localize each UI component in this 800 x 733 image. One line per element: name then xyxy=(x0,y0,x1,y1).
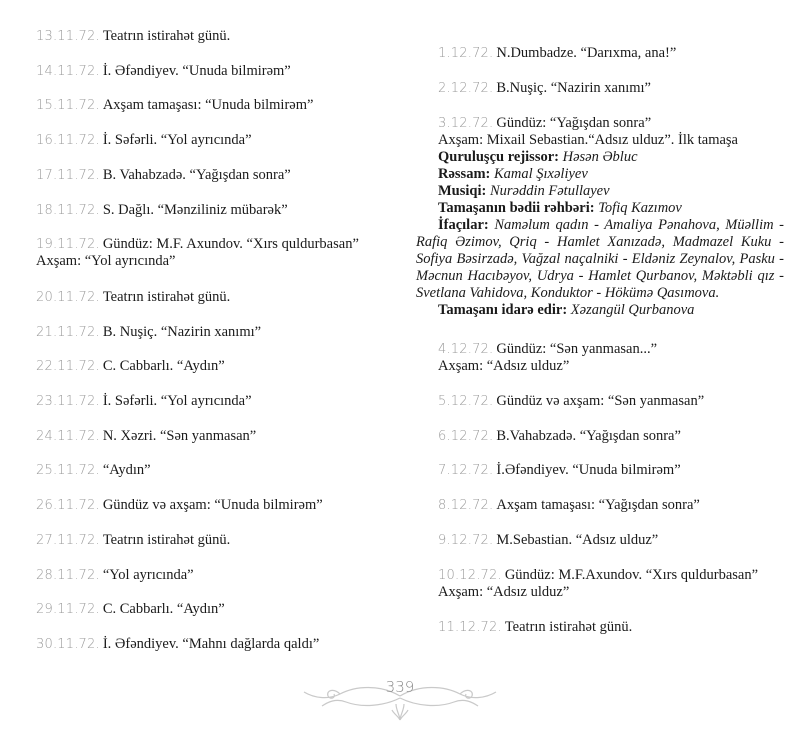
entry-text: N. Xəzri. “Sən yanmasan” xyxy=(102,428,257,444)
entry-text: Teatrın istirahət günü. xyxy=(102,289,231,305)
schedule-entry xyxy=(36,462,386,479)
entry-date: 16.11.72. xyxy=(36,133,100,148)
entry-date: 15.11.72. xyxy=(36,98,100,113)
entry-date: 22.11.72. xyxy=(36,359,100,374)
cast-list-start: Naməlum qadın - Amaliya Pənahova, Müəllim xyxy=(494,217,774,233)
entry-date: 30.11.72. xyxy=(36,637,100,652)
schedule-entry xyxy=(36,236,386,270)
entry-text: N.Dumbadze. “Darıxma, ana!” xyxy=(496,45,677,61)
entry-date: 28.11.72. xyxy=(36,568,100,583)
entry-date: 24.11.72. xyxy=(36,429,100,444)
schedule-entry xyxy=(416,45,784,62)
entry-date: 14.11.72. xyxy=(36,64,100,79)
page-footer xyxy=(300,676,500,724)
entry-text-evening: Axşam: “Yol ayrıcında” xyxy=(36,253,176,269)
entry-date: 9.12.72. xyxy=(438,533,494,548)
cast-label: İfaçılar: xyxy=(438,217,489,233)
entry-text: Gündüz və axşam: “Sən yanmasan” xyxy=(496,393,705,409)
schedule-entry xyxy=(416,393,784,410)
entry-date: 17.11.72. xyxy=(36,168,100,183)
schedule-entry xyxy=(36,202,386,219)
production-credits xyxy=(416,149,784,319)
entry-text: “Aydın” xyxy=(102,462,151,478)
schedule-entry xyxy=(36,567,386,584)
entry-text-evening: Axşam: “Adsız ulduz” xyxy=(438,358,570,374)
entry-date: 18.11.72. xyxy=(36,203,100,218)
entry-date: 6.12.72. xyxy=(438,429,494,444)
manager-label: Tamaşanı idarə edir: xyxy=(438,302,568,318)
schedule-entry xyxy=(36,393,386,410)
entry-text: Gündüz: “Yağışdan sonra” xyxy=(496,115,652,131)
entry-text: İ. Səfərli. “Yol ayrıcında” xyxy=(102,132,252,148)
schedule-entry xyxy=(36,28,386,45)
page-number: 339 xyxy=(385,678,415,696)
entry-text: B. Vahabzadə. “Yağışdan sonra” xyxy=(102,167,291,183)
schedule-entry xyxy=(416,341,784,375)
schedule-entry xyxy=(416,619,784,636)
schedule-entry xyxy=(36,97,386,114)
entry-text: Gündüz: M.F.Axundov. “Xırs quldurbasan” xyxy=(504,567,759,583)
schedule-entry xyxy=(36,358,386,375)
director-label: Quruluşçu rejissor: xyxy=(438,149,559,165)
entry-text-evening: Axşam: Mixail Sebastian.“Adsız ulduz”. İlk tamaşa xyxy=(438,132,738,148)
entry-text: Gündüz: M.F. Axundov. “Xırs quldurbasan” xyxy=(102,236,359,252)
entry-date: 8.12.72. xyxy=(438,498,494,513)
schedule-entry xyxy=(36,636,386,653)
entry-text: Axşam tamaşası: “Yağışdan sonra” xyxy=(496,497,700,513)
schedule-entry xyxy=(36,601,386,618)
schedule-entry xyxy=(416,497,784,514)
entry-text: B.Nuşiç. “Nazirin xanımı” xyxy=(496,80,651,96)
cast-list: - Rafiq Əzimov, Qriq - Hamlet Xanızadə, Madmazel Kuku - Sofiya Bəsirzadə, Vağzal naçalniki - Eldəniz Zeynalov, Pasku - Məcnun Hacıbəyov, Udrya - Hamlet Qurbanov, Məktəbli qız - Svetlana Vahidova, Konduktor - Hökümə Qasımova. xyxy=(416,217,785,301)
schedule-entry xyxy=(36,289,386,306)
art-lead-name: Tofiq Kazımov xyxy=(598,200,682,216)
entry-text: Teatrın istirahət günü. xyxy=(504,619,633,635)
entry-date: 4.12.72. xyxy=(438,342,494,357)
entry-date: 11.12.72. xyxy=(438,620,502,635)
entry-date: 25.11.72. xyxy=(36,463,100,478)
schedule-entry xyxy=(36,132,386,149)
entry-date: 21.11.72. xyxy=(36,325,100,340)
manager-name: Xəzangül Qurbanova xyxy=(570,302,695,318)
schedule-entry xyxy=(416,532,784,549)
entry-date: 19.11.72. xyxy=(36,237,100,252)
entry-text: B. Nuşiç. “Nazirin xanımı” xyxy=(102,324,262,340)
schedule-entry xyxy=(36,63,386,80)
entry-date: 23.11.72. xyxy=(36,394,100,409)
entry-date: 26.11.72. xyxy=(36,498,100,513)
entry-text: C. Cabbarlı. “Aydın” xyxy=(102,601,225,617)
entry-date: 13.11.72. xyxy=(36,29,100,44)
music-label: Musiqi: xyxy=(438,183,487,199)
music-name: Nurəddin Fətullayev xyxy=(489,183,610,199)
entry-text: Gündüz və axşam: “Unuda bilmirəm” xyxy=(102,497,323,513)
entry-date: 7.12.72. xyxy=(438,463,494,478)
entry-text: B.Vahabzadə. “Yağışdan sonra” xyxy=(496,428,681,444)
entry-text: Teatrın istirahət günü. xyxy=(102,532,231,548)
entry-date: 1.12.72. xyxy=(438,46,494,61)
entry-text: İ. Əfəndiyev. “Unuda bilmirəm” xyxy=(102,63,291,79)
schedule-entry xyxy=(416,428,784,445)
entry-date: 10.12.72. xyxy=(438,568,502,583)
schedule-entry xyxy=(416,115,784,149)
entry-text: İ.Əfəndiyev. “Unuda bilmirəm” xyxy=(496,462,681,478)
entry-date: 20.11.72. xyxy=(36,290,100,305)
schedule-entry xyxy=(36,428,386,445)
entry-text: S. Dağlı. “Mənziliniz mübarək” xyxy=(102,202,288,218)
entry-date: 5.12.72. xyxy=(438,394,494,409)
entry-text: İ. Əfəndiyev. “Mahnı dağlarda qaldı” xyxy=(102,636,320,652)
entry-date: 3.12.72. xyxy=(438,116,494,131)
schedule-entry xyxy=(416,462,784,479)
director-name: Həsən Əbluc xyxy=(562,149,638,165)
entry-date: 2.12.72. xyxy=(438,81,494,96)
schedule-entry xyxy=(416,80,784,97)
artist-name: Kamal Şıxəliyev xyxy=(493,166,588,182)
entry-text: “Yol ayrıcında” xyxy=(102,567,194,583)
entry-text: İ. Səfərli. “Yol ayrıcında” xyxy=(102,393,252,409)
schedule-entry xyxy=(36,324,386,341)
schedule-entry xyxy=(36,497,386,514)
schedule-entry xyxy=(36,532,386,549)
entry-text-evening: Axşam: “Adsız ulduz” xyxy=(438,584,570,600)
entry-date: 27.11.72. xyxy=(36,533,100,548)
schedule-entry xyxy=(416,567,784,601)
artist-label: Rəssam: xyxy=(438,166,491,182)
schedule-entry xyxy=(36,167,386,184)
entry-text: M.Sebastian. “Adsız ulduz” xyxy=(496,532,659,548)
entry-text: Axşam tamaşası: “Unuda bilmirəm” xyxy=(102,97,314,113)
entry-text: Teatrın istirahət günü. xyxy=(102,28,231,44)
entry-text: C. Cabbarlı. “Aydın” xyxy=(102,358,225,374)
art-lead-label: Tamaşanın bədii rəhbəri: xyxy=(438,200,595,216)
entry-date: 29.11.72. xyxy=(36,602,100,617)
entry-text: Gündüz: “Sən yanmasan...” xyxy=(496,341,658,357)
